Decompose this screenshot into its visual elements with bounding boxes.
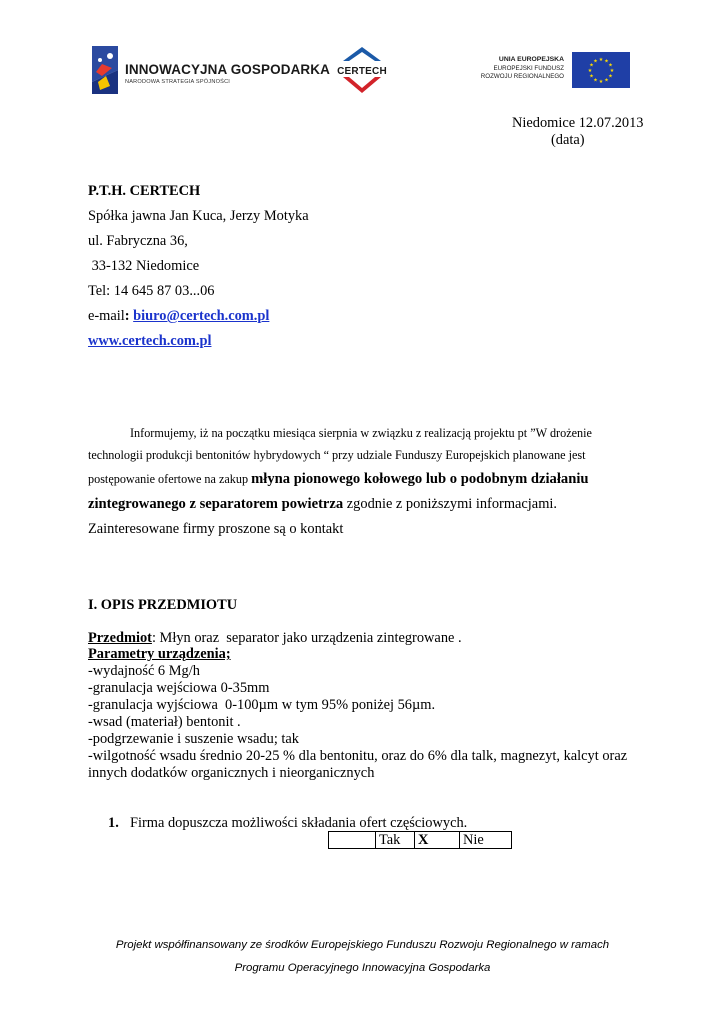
innowacyjna-gospodarka-logo <box>88 42 330 98</box>
email-line <box>88 308 269 325</box>
date-label: (data) <box>551 132 585 148</box>
website-link[interactable]: www.certech.com.pl <box>88 333 212 349</box>
eu-star-icon: ★ <box>604 59 609 65</box>
answer-cell-empty[interactable] <box>329 832 376 849</box>
eu-star-icon: ★ <box>598 80 604 85</box>
answer-cell-tak[interactable]: Tak <box>376 832 415 849</box>
logo-right-line3: ROZWOJU REGIONALNEGO <box>480 73 564 80</box>
certech-logo <box>331 45 393 95</box>
company-name: P.T.H. CERTECH <box>88 183 201 199</box>
eu-star-icon: ★ <box>609 69 615 74</box>
subject-label: Przedmiot <box>88 630 152 646</box>
param-item: -wydajność 6 Mg/h <box>88 663 200 679</box>
intro-line-3-bold: młyna pionowego kołowego lub o podobnym działaniu <box>251 471 589 487</box>
eu-star-icon: ★ <box>589 63 594 69</box>
logo-left-subtitle: NARODOWA STRATEGIA SPÓJNOŚCI <box>125 79 231 85</box>
eu-star-icon: ★ <box>598 58 604 63</box>
intro-line-3 <box>88 471 588 488</box>
subject-line <box>88 630 462 647</box>
intro-line-1: Informujemy, iż na początku miesiąca sierpnia w związku z realizacją projektu pt ”W drożenie <box>130 426 592 440</box>
footer-line-1: Projekt współfinansowany ze środków Europejskiego Funduszu Rozwoju Regionalnego w ramach <box>115 939 610 951</box>
section-heading: I. OPIS PRZEDMIOTU <box>88 597 238 613</box>
eu-star-icon: ★ <box>604 78 609 84</box>
answer-cell-mark[interactable]: X <box>415 832 460 849</box>
eu-star-icon: ★ <box>593 59 598 65</box>
logo-center-text: CERTECH <box>337 66 387 77</box>
logo-left-title: INNOWACYJNA GOSPODARKA <box>125 62 330 77</box>
company-phone: Tel: 14 645 87 03...06 <box>88 283 215 299</box>
email-label: e-mail <box>88 308 125 324</box>
param-item: -granulacja wyjściowa 0-100µm w tym 95% poniżej 56µm. <box>88 697 436 713</box>
place-date: Niedomice 12.07.2013 <box>512 115 644 131</box>
intro-line-2: technologii produkcji bentonitów hybrydowych “ przy udziale Funduszy Europejskich planowane jest <box>88 448 586 462</box>
param-item: -wilgotność wsadu średnio 20-25 % dla bentonitu, oraz do 6% dla talk, magnezyt, kalcyt oraz <box>88 748 628 764</box>
intro-line-4 <box>88 496 557 513</box>
intro-line-4-bold: zintegrowanego z separatorem powietrza <box>88 496 344 512</box>
eu-star-icon: ★ <box>608 63 613 69</box>
logo-right-line2: EUROPEJSKI FUNDUSZ <box>493 65 564 72</box>
question-number: 1. <box>108 815 119 831</box>
company-owners: Spółka jawna Jan Kuca, Jerzy Motyka <box>88 208 309 224</box>
param-item: -granulacja wejściowa 0-35mm <box>88 680 270 696</box>
answer-table <box>328 831 512 849</box>
eu-star-icon: ★ <box>589 74 594 80</box>
footer-line-2: Programu Operacyjnego Innowacyjna Gospodarka <box>234 962 491 974</box>
param-item: innych dodatków organicznych i nieorganicznych <box>88 765 375 781</box>
params-label: Parametry urządzenia; <box>88 646 231 662</box>
innowacyjna-gospodarka-emblem-icon <box>88 42 124 98</box>
company-street: ul. Fabryczna 36, <box>88 233 188 249</box>
company-city: 33-132 Niedomice <box>88 258 200 274</box>
answer-cell-nie[interactable]: Nie <box>460 832 512 849</box>
param-item: -wsad (materiał) bentonit . <box>88 714 241 730</box>
logo-right-line1: UNIA EUROPEJSKA <box>498 56 564 63</box>
subject-text: : Młyn oraz separator jako urządzenia zintegrowane . <box>151 630 462 646</box>
eu-star-icon: ★ <box>587 69 593 74</box>
eu-logo <box>470 52 630 90</box>
email-link[interactable]: biuro@certech.com.pl <box>133 308 270 324</box>
question-text: Firma dopuszcza możliwości składania ofert częściowych. <box>130 815 468 831</box>
param-item: -podgrzewanie i suszenie wsadu; tak <box>88 731 299 747</box>
eu-flag-icon <box>572 52 630 88</box>
intro-line-3-start: postępowanie ofertowe na zakup <box>88 472 252 486</box>
intro-line-4-rest: zgodnie z poniższymi informacjami. <box>343 496 557 512</box>
eu-star-icon: ★ <box>593 78 598 84</box>
email-colon: : <box>124 308 134 324</box>
intro-line-5: Zainteresowane firmy proszone są o kontakt <box>88 521 344 537</box>
website-line <box>88 333 211 350</box>
eu-star-icon: ★ <box>608 74 613 80</box>
